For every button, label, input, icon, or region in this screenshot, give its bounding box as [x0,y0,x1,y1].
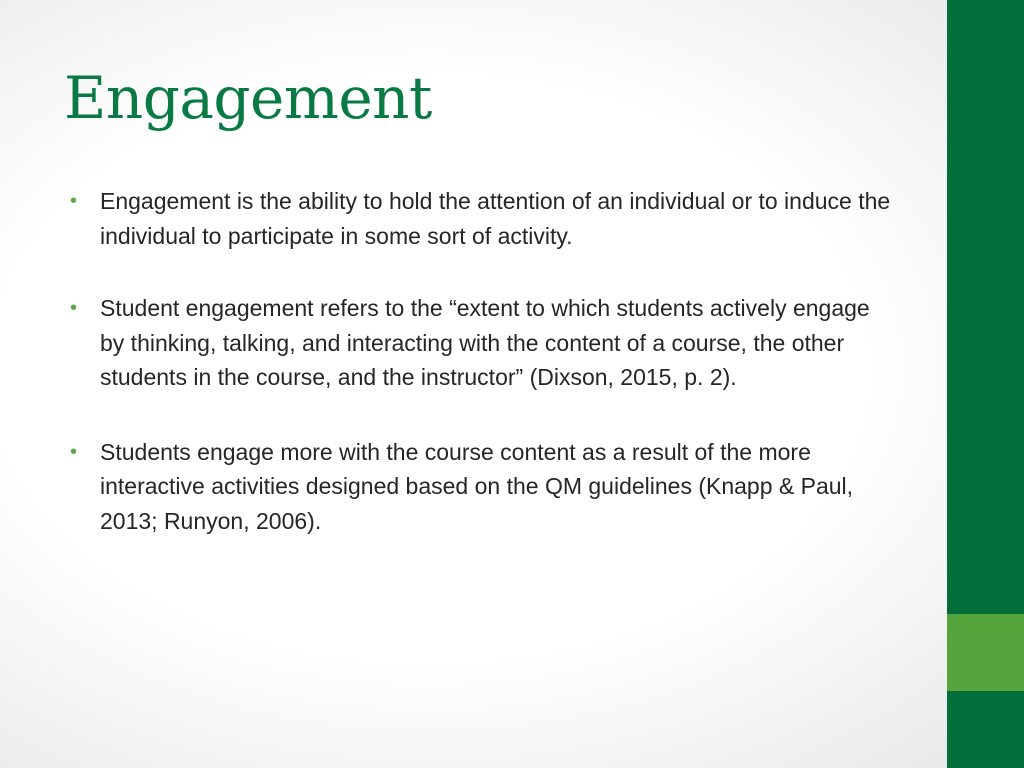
bullet-icon: • [70,297,78,319]
bullet-item-qm-guidelines [70,435,900,539]
bullet-list [70,184,900,576]
decorative-side-bar [947,0,1024,768]
decorative-side-bar-accent [947,614,1024,691]
bullet-item-student-engagement [70,291,900,395]
bullet-text: Student engagement refers to the “extent to which students actively engage by thinking, talking, and interacting with the content of a course, the other students in the course, and the instructor” (Dixson, 2015, p. 2). [100,295,870,390]
bullet-icon: • [70,440,78,463]
slide-title: Engagement [64,64,432,132]
bullet-item-definition [70,184,900,253]
bullet-text: Students engage more with the course content as a result of the more interactive activities designed based on the QM guidelines (Knapp & Paul, 2013; Runyon, 2006). [100,438,854,534]
bullet-text: Engagement is the ability to hold the attention of an individual or to induce the individual to participate in some sort of activity. [100,188,891,249]
bullet-icon: • [70,190,78,212]
